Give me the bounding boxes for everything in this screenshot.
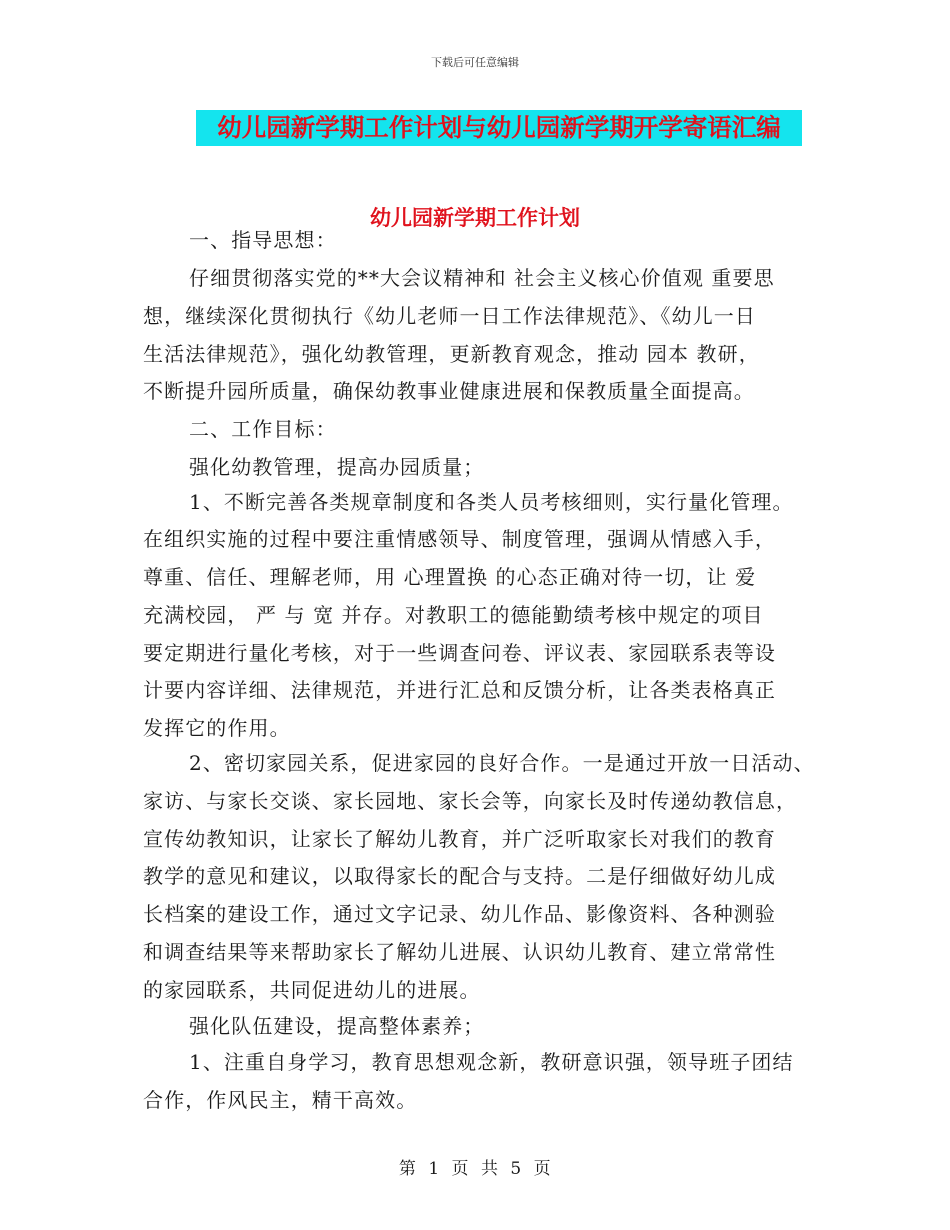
text-line: 尊重、信任、理解老师，用 心理置换 的心态正确对待一切，让 爱 <box>143 565 757 589</box>
text-line: 生活法律规范》，强化幼教管理，更新教育观念，推动 园本 教研， <box>143 342 760 366</box>
text-line: 发挥它的作用。 <box>143 716 291 740</box>
text-line: 家访、与家长交谈、家长园地、家长会等，向家长及时传递幼教信息， <box>143 789 798 813</box>
page-total: 5 <box>510 1159 522 1179</box>
header-note: 下载后可任意编辑 <box>431 56 519 69</box>
text-line: 教学的意见和建议，以取得家长的配合与支持。二是仔细做好幼儿成 <box>143 864 776 888</box>
text-line: 的家园联系，共同促进幼儿的进展。 <box>143 978 481 1002</box>
text-line: 2、密切家园关系，促进家园的良好合作。一是通过开放一日活动、 <box>189 751 815 775</box>
text-line: 不断提升园所质量，确保幼教事业健康进展和保教质量全面提高。 <box>143 379 755 403</box>
page-number: 1 <box>428 1159 440 1179</box>
footer-page-unit: 页 <box>451 1159 470 1179</box>
footer-prefix: 第 <box>398 1159 417 1179</box>
text-line: 二、工作目标： <box>189 417 337 441</box>
section-title: 幼儿园新学期工作计划 <box>370 205 580 230</box>
text-line: 想，继续深化贯彻执行《幼儿老师一日工作法律规范》、《幼儿一日 <box>143 304 756 328</box>
text-line: 1、不断完善各类规章制度和各类人员考核细则，实行量化管理。 <box>189 490 794 514</box>
document-title: 幼儿园新学期工作计划与幼儿园新学期开学寄语汇编 <box>196 110 802 146</box>
text-line: 强化队伍建设，提高整体素养； <box>189 1014 485 1038</box>
text-line: 合作，作风民主，精干高效。 <box>143 1088 418 1112</box>
text-line: 在组织实施的过程中要注重情感领导、制度管理，强调从情感入手， <box>143 527 776 551</box>
footer-total-unit: 页 <box>533 1159 552 1179</box>
text-line: 要定期进行量化考核，对于一些调查问卷、评议表、家园联系表等设 <box>143 641 776 665</box>
text-line: 一、指导思想： <box>189 228 337 252</box>
text-line: 宣传幼教知识，让家长了解幼儿教育，并广泛听取家长对我们的教育 <box>143 827 776 851</box>
text-line: 充满校园， 严 与 宽 并存。对教职工的德能勤绩考核中规定的项目 <box>143 603 764 627</box>
text-line: 仔细贯彻落实党的**大会议精神和 社会主义核心价值观 重要思 <box>189 266 775 290</box>
footer-total-prefix: 共 <box>480 1159 499 1179</box>
text-line: 计要内容详细、法律规范，并进行汇总和反馈分析，让各类表格真正 <box>143 678 776 702</box>
text-line: 1、注重自身学习，教育思想观念新，教研意识强，领导班子团结 <box>189 1050 794 1074</box>
text-line: 长档案的建设工作，通过文字记录、幼儿作品、影像资料、各种测验 <box>143 902 776 926</box>
page-footer <box>0 1154 950 1179</box>
text-line: 强化幼教管理，提高办园质量； <box>189 455 485 479</box>
text-line: 和调查结果等来帮助家长了解幼儿进展、认识幼儿教育、建立常常性 <box>143 940 776 964</box>
